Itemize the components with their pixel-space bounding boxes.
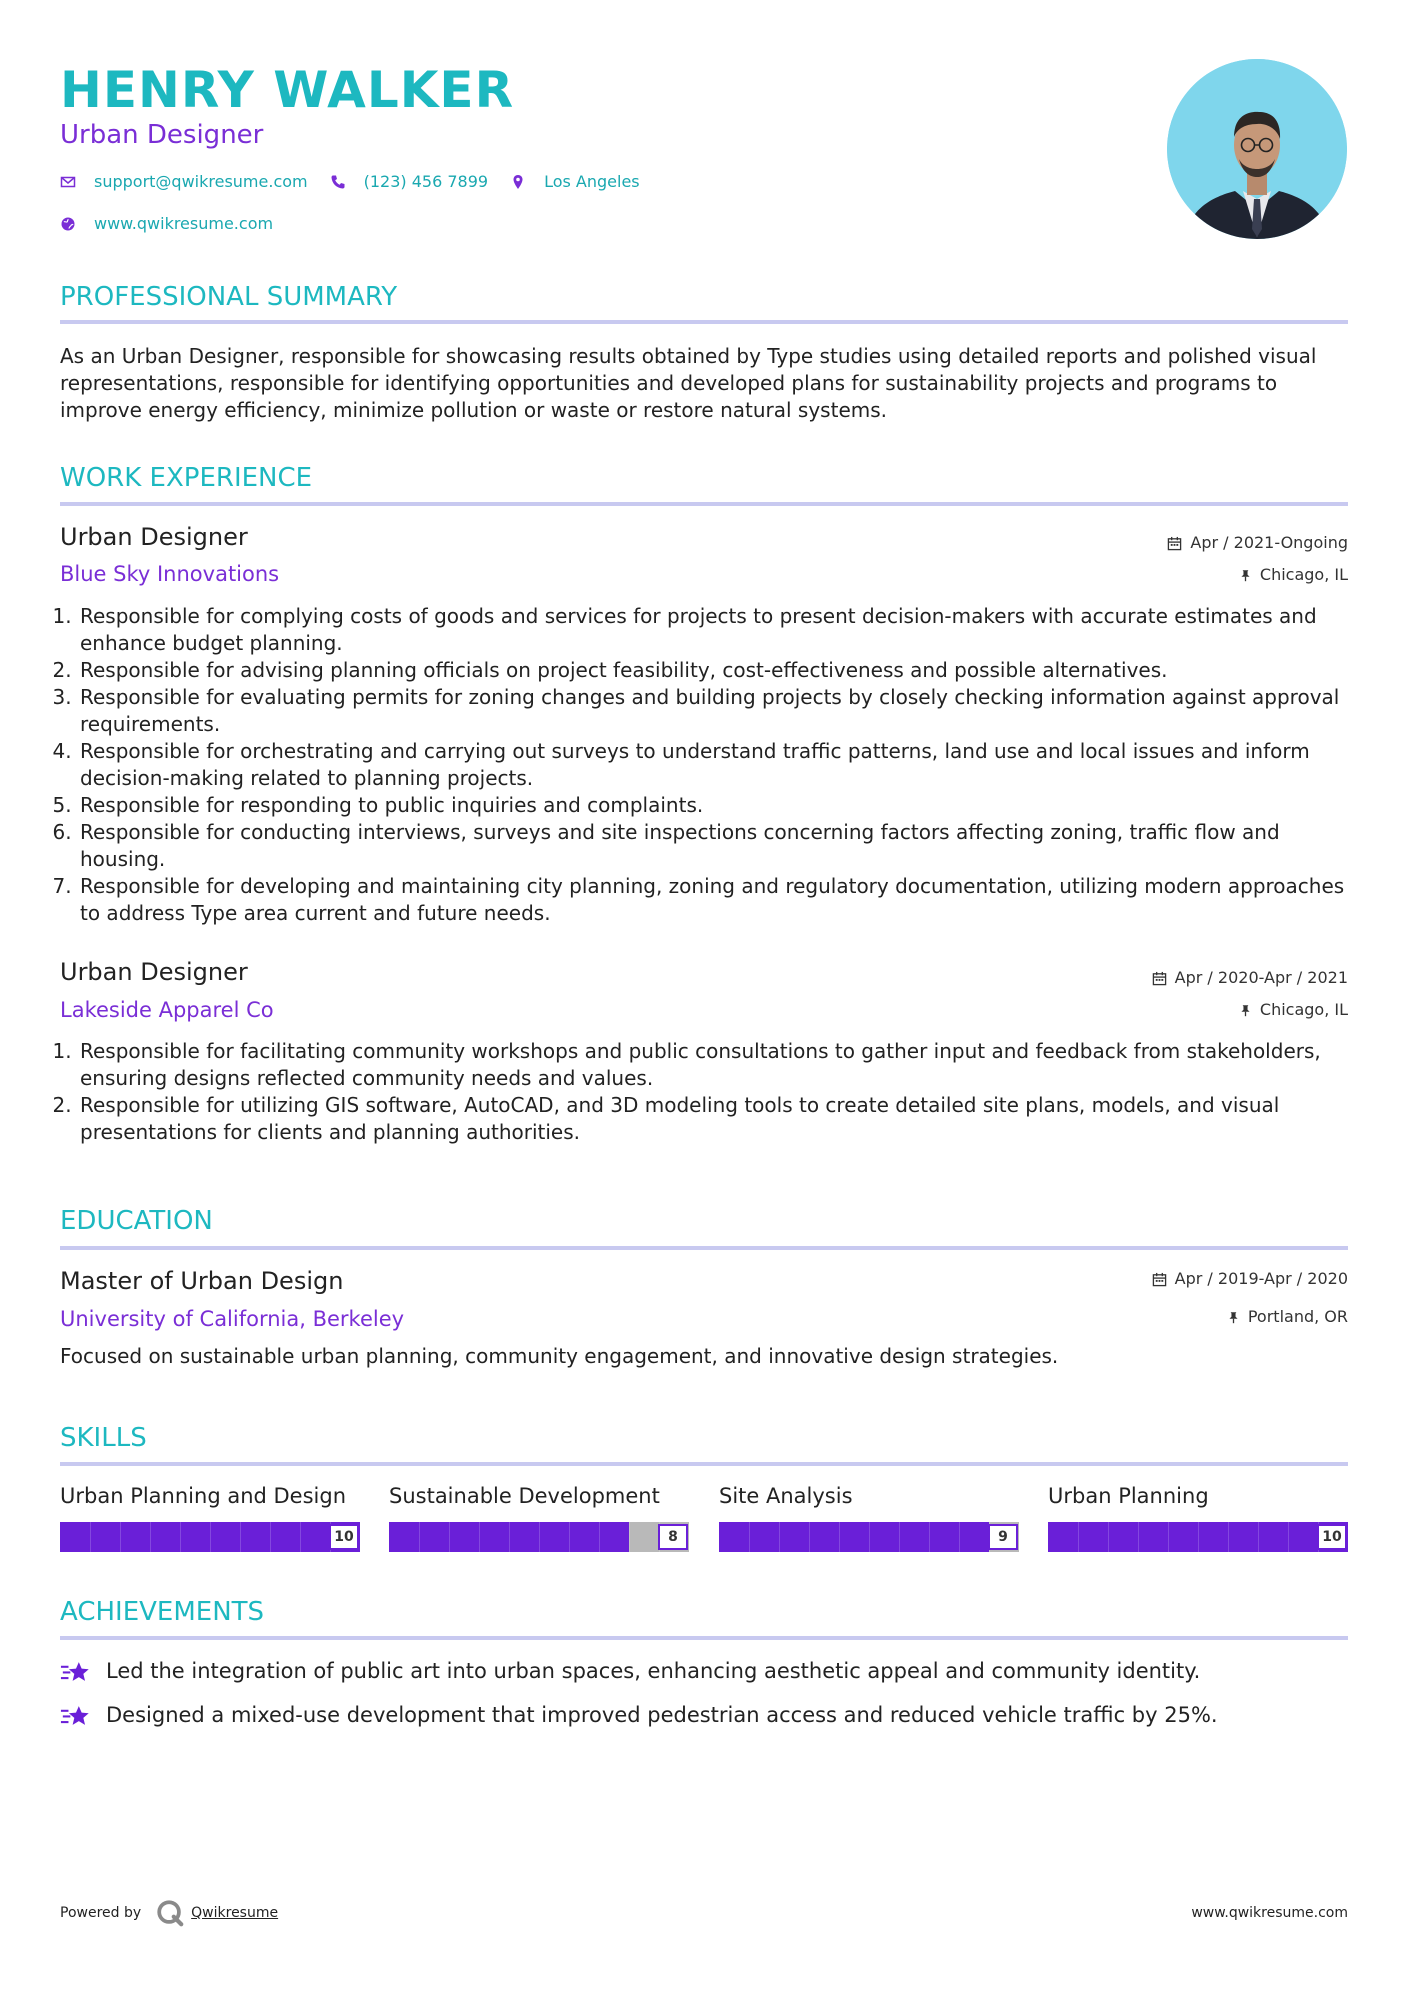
globe-icon	[60, 216, 76, 232]
skill-bar-segment	[1198, 1522, 1199, 1552]
list-item: 2. Responsible for advising planning officials on project feasibility, cost-effectiveness and possible alternatives.	[78, 657, 1368, 684]
job-company: Lakeside Apparel Co	[60, 998, 274, 1022]
section-title-education: EDUCATION	[60, 1206, 213, 1236]
skill-bar-segment	[809, 1522, 810, 1552]
skill-bar-segment	[150, 1522, 151, 1552]
skill-bar-segment	[419, 1522, 420, 1552]
phone-icon	[330, 174, 346, 190]
contact-location-text: Los Angeles	[544, 172, 640, 191]
footer-powered-by	[60, 1898, 278, 1928]
list-item: 1. Responsible for facilitating community workshops and public consultations to gather input and feedback from stakeholders, ensuring designs reflected community needs and values.	[78, 1038, 1368, 1092]
achievement-text: Designed a mixed-use development that improved pedestrian access and reduced vehicle traffic by 25%.	[106, 1703, 1218, 1727]
job-responsibilities	[60, 1038, 1368, 1146]
skill-bar-segment	[779, 1522, 780, 1552]
education-dates	[1152, 1268, 1348, 1290]
skill-bar-segment	[210, 1522, 211, 1552]
shooting-star-icon	[60, 1658, 92, 1685]
skill-bar-segment	[1078, 1522, 1079, 1552]
skill-name: Sustainable Development	[389, 1484, 660, 1508]
calendar-icon	[1152, 1272, 1167, 1287]
skill-level: 8	[658, 1524, 688, 1550]
powered-by-label: Powered by	[60, 1905, 142, 1921]
skill-bar-segment	[569, 1522, 570, 1552]
skill-bar-segment	[539, 1522, 540, 1552]
job-dates-text: Apr / 2020-Apr / 2021	[1174, 968, 1348, 987]
job-location	[1239, 564, 1348, 586]
education-dates-text: Apr / 2019-Apr / 2020	[1174, 1269, 1348, 1288]
skill-bar-segment	[240, 1522, 241, 1552]
profile-photo	[1167, 59, 1347, 239]
education-location	[1227, 1306, 1348, 1328]
list-item: 2. Responsible for utilizing GIS software, AutoCAD, and 3D modeling tools to create detailed site plans, models, and visual presentations for clients and planning authorities.	[78, 1092, 1368, 1146]
skill-name: Urban Planning and Design	[60, 1484, 347, 1508]
education-location-text: Portland, OR	[1247, 1307, 1348, 1326]
education-description: Focused on sustainable urban planning, community engagement, and innovative design strategies.	[60, 1344, 1059, 1368]
skill-bar-segment	[1228, 1522, 1229, 1552]
skill-bar-segment	[300, 1522, 301, 1552]
skill-level: 10	[329, 1524, 359, 1550]
job-title: Urban Designer	[60, 958, 248, 986]
calendar-icon	[1167, 536, 1182, 551]
job-title: Urban Designer	[60, 523, 248, 551]
skill-bar-segment	[1288, 1522, 1289, 1552]
contact-row-primary	[60, 172, 662, 191]
contact-email-text: support@qwikresume.com	[94, 172, 308, 191]
skill-bar-segment	[929, 1522, 930, 1552]
candidate-title: Urban Designer	[60, 120, 264, 150]
skill-bar-segment	[899, 1522, 900, 1552]
pushpin-icon	[1239, 1003, 1252, 1018]
skill-bar	[389, 1522, 689, 1552]
pushpin-icon	[1227, 1310, 1240, 1325]
skill-bar-segment	[1168, 1522, 1169, 1552]
map-pin-icon	[510, 174, 526, 190]
job-location	[1239, 999, 1348, 1021]
achievement-text: Led the integration of public art into urban spaces, enhancing aesthetic appeal and community identity.	[106, 1659, 1201, 1683]
job-dates-text: Apr / 2021-Ongoing	[1190, 533, 1348, 552]
qwikresume-logo-icon	[155, 1898, 185, 1928]
skill-bar	[1048, 1522, 1348, 1552]
contact-website-text: www.qwikresume.com	[94, 214, 274, 233]
contact-phone-text: (123) 456 7899	[363, 172, 489, 191]
achievement-item	[60, 1701, 1218, 1729]
section-title-experience: WORK EXPERIENCE	[60, 463, 313, 493]
job-responsibilities	[60, 603, 1368, 927]
section-divider	[60, 1246, 1348, 1250]
qwikresume-link[interactable]: Qwikresume	[191, 1905, 279, 1921]
candidate-name: HENRY WALKER	[60, 61, 515, 119]
job-dates	[1167, 532, 1348, 554]
calendar-icon	[1152, 971, 1167, 986]
school-name: University of California, Berkeley	[60, 1307, 405, 1331]
contact-website[interactable]	[60, 214, 273, 233]
job-location-text: Chicago, IL	[1259, 1000, 1348, 1019]
section-title-summary: PROFESSIONAL SUMMARY	[60, 282, 398, 312]
job-location-text: Chicago, IL	[1259, 565, 1348, 584]
skill-bar	[719, 1522, 1019, 1552]
skill-bar-fill	[719, 1522, 989, 1552]
contact-location	[510, 172, 640, 191]
list-item: 5. Responsible for responding to public inquiries and complaints.	[78, 792, 1368, 819]
skill-item	[1048, 1482, 1348, 1552]
section-divider	[60, 320, 1348, 324]
skill-bar-segment	[599, 1522, 600, 1552]
skill-bar-segment	[479, 1522, 480, 1552]
skill-item	[719, 1482, 1019, 1552]
skill-bar-segment	[90, 1522, 91, 1552]
skill-bar-segment	[959, 1522, 960, 1552]
section-title-achievements: ACHIEVEMENTS	[60, 1597, 265, 1627]
list-item: 1. Responsible for complying costs of goods and services for projects to present decision-makers with accurate estimates and enhance budget planning.	[78, 603, 1368, 657]
job-company: Blue Sky Innovations	[60, 562, 280, 586]
list-item: 3. Responsible for evaluating permits for zoning changes and building projects by closely checking information against approval requirements.	[78, 684, 1368, 738]
degree-title: Master of Urban Design	[60, 1267, 344, 1295]
list-item: 4. Responsible for orchestrating and carrying out surveys to understand traffic patterns, land use and local issues and inform decision-making related to planning projects.	[78, 738, 1368, 792]
skill-bar	[60, 1522, 360, 1552]
shooting-star-icon	[60, 1702, 92, 1729]
skill-bar-segment	[749, 1522, 750, 1552]
skill-level: 10	[1317, 1524, 1347, 1550]
contact-email[interactable]	[60, 172, 308, 191]
skill-bar-segment	[629, 1522, 630, 1552]
job-dates	[1152, 967, 1348, 989]
list-item: 7. Responsible for developing and maintaining city planning, zoning and regulatory documentation, utilizing modern approaches to address Type area current and future needs.	[78, 873, 1368, 927]
skill-name: Urban Planning	[1048, 1484, 1209, 1508]
skill-level: 9	[988, 1524, 1018, 1550]
skill-item	[389, 1482, 689, 1552]
skill-bar-segment	[1108, 1522, 1109, 1552]
skill-bar-segment	[509, 1522, 510, 1552]
section-divider	[60, 1462, 1348, 1466]
skill-bar-segment	[180, 1522, 181, 1552]
person-portrait-icon	[1167, 59, 1347, 239]
skill-bar-segment	[869, 1522, 870, 1552]
section-divider	[60, 1636, 1348, 1640]
skill-bar-segment	[1138, 1522, 1139, 1552]
pushpin-icon	[1239, 568, 1252, 583]
skill-name: Site Analysis	[719, 1484, 853, 1508]
achievement-item	[60, 1657, 1200, 1685]
skill-bar-segment	[839, 1522, 840, 1552]
summary-text: As an Urban Designer, responsible for showcasing results obtained by Type studies using detailed reports and polished visual representations, responsible for identifying opportunities and developed plans for sustainability projects and programs to improve energy efficiency, minimize pollution or waste or restore natural systems.	[60, 344, 1317, 422]
skill-bar-segment	[449, 1522, 450, 1552]
envelope-icon	[60, 174, 76, 190]
skill-bar-segment	[1258, 1522, 1259, 1552]
section-divider	[60, 502, 1348, 506]
skill-item	[60, 1482, 360, 1552]
list-item: 6. Responsible for conducting interviews, surveys and site inspections concerning factors affecting zoning, traffic flow and housing.	[78, 819, 1368, 873]
skill-bar-segment	[120, 1522, 121, 1552]
section-title-skills: SKILLS	[60, 1423, 147, 1453]
contact-phone[interactable]	[330, 172, 488, 191]
footer-url[interactable]: www.qwikresume.com	[1191, 1905, 1348, 1921]
contact-row-secondary	[60, 214, 295, 233]
skill-bar-segment	[270, 1522, 271, 1552]
